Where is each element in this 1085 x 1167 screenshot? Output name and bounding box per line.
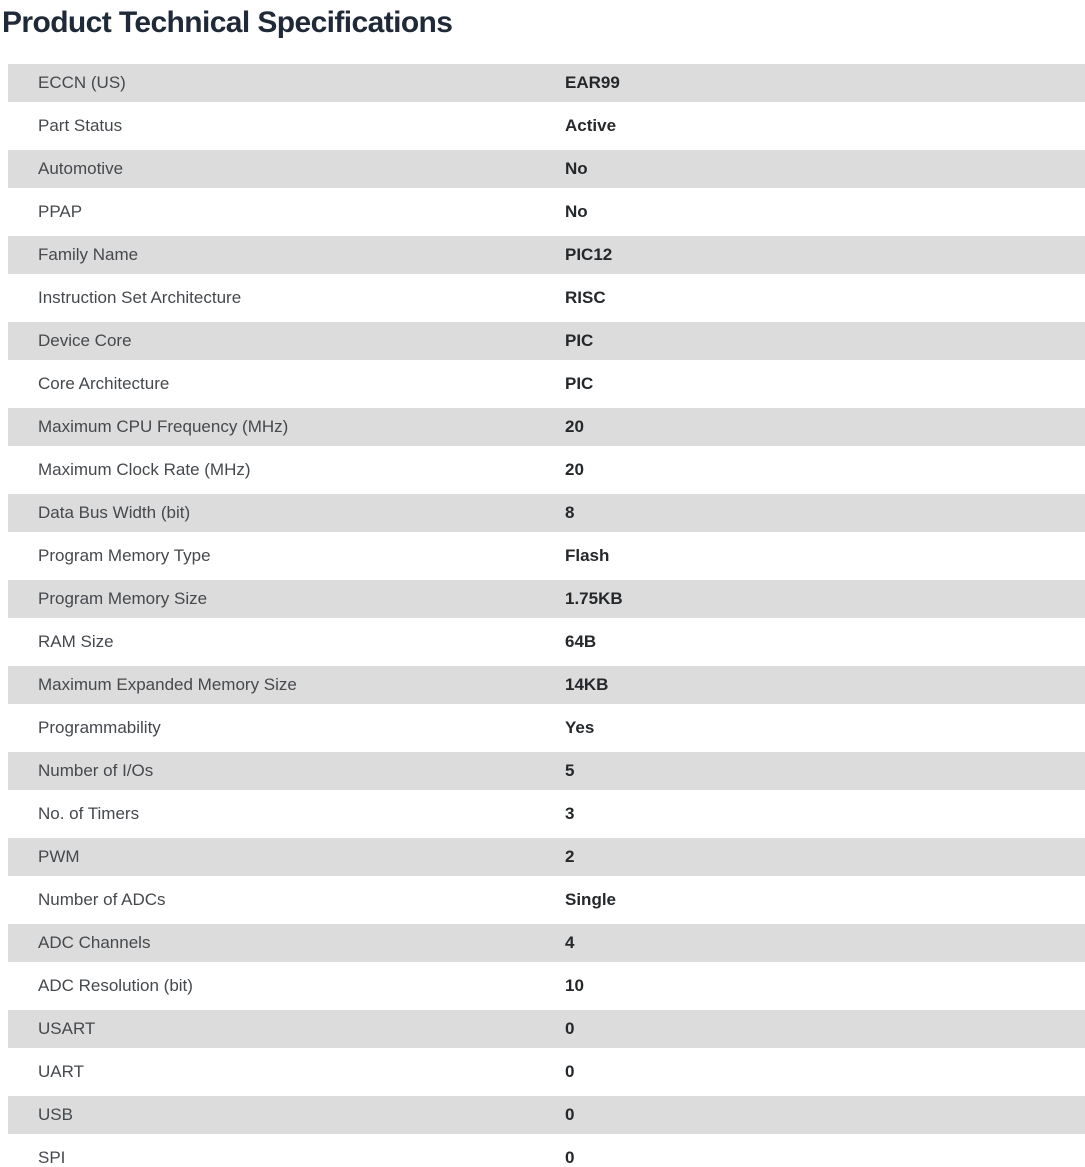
spec-value: 20 xyxy=(565,417,584,436)
spec-row xyxy=(8,1010,1085,1048)
spec-row xyxy=(8,494,1085,532)
spec-table xyxy=(8,64,1085,1167)
spec-label: No. of Timers xyxy=(38,804,140,823)
spec-value: 10 xyxy=(565,976,584,995)
spec-row xyxy=(8,924,1085,962)
spec-row xyxy=(8,623,1085,661)
spec-label: Automotive xyxy=(38,159,124,178)
spec-row xyxy=(8,1139,1085,1167)
spec-value: Active xyxy=(565,116,617,135)
spec-label: Programmability xyxy=(38,718,161,737)
spec-row xyxy=(8,967,1085,1005)
spec-label: SPI xyxy=(38,1148,66,1167)
spec-label: Maximum CPU Frequency (MHz) xyxy=(38,417,289,436)
spec-label: Device Core xyxy=(38,331,132,350)
spec-value: 0 xyxy=(565,1148,575,1167)
spec-label: Maximum Clock Rate (MHz) xyxy=(38,460,251,479)
spec-row xyxy=(8,1096,1085,1134)
spec-label: PPAP xyxy=(38,202,83,221)
spec-row xyxy=(8,365,1085,403)
spec-value: 5 xyxy=(565,761,575,780)
spec-label: ADC Resolution (bit) xyxy=(38,976,193,995)
spec-value: 8 xyxy=(565,503,575,522)
spec-value: PIC12 xyxy=(565,245,613,264)
spec-label: RAM Size xyxy=(38,632,114,651)
spec-row xyxy=(8,236,1085,274)
spec-label: Data Bus Width (bit) xyxy=(38,503,191,522)
spec-value: PIC xyxy=(565,374,594,393)
spec-label: Number of ADCs xyxy=(38,890,166,909)
spec-row xyxy=(8,150,1085,188)
page-title: Product Technical Specifications xyxy=(2,6,453,39)
spec-row xyxy=(8,64,1085,102)
spec-value: 64B xyxy=(565,632,597,651)
spec-row xyxy=(8,752,1085,790)
spec-label: Program Memory Type xyxy=(38,546,211,565)
spec-label: Family Name xyxy=(38,245,139,264)
spec-value: 2 xyxy=(565,847,575,866)
spec-row xyxy=(8,537,1085,575)
spec-row xyxy=(8,193,1085,231)
spec-row xyxy=(8,580,1085,618)
spec-value: 3 xyxy=(565,804,575,823)
spec-label: Instruction Set Architecture xyxy=(38,288,242,307)
spec-label: ADC Channels xyxy=(38,933,151,952)
spec-value: PIC xyxy=(565,331,594,350)
spec-row xyxy=(8,322,1085,360)
spec-value: RISC xyxy=(565,288,606,307)
spec-value: No xyxy=(565,159,588,178)
spec-label: Number of I/Os xyxy=(38,761,154,780)
spec-row xyxy=(8,838,1085,876)
spec-row xyxy=(8,881,1085,919)
spec-value: Yes xyxy=(565,718,595,737)
spec-row xyxy=(8,666,1085,704)
spec-label: Part Status xyxy=(38,116,123,135)
spec-row xyxy=(8,451,1085,489)
spec-row xyxy=(8,1053,1085,1091)
spec-value: 0 xyxy=(565,1105,575,1124)
spec-value: 0 xyxy=(565,1062,575,1081)
spec-value: 1.75KB xyxy=(565,589,623,608)
spec-label: Core Architecture xyxy=(38,374,170,393)
spec-value: 4 xyxy=(565,933,575,952)
spec-value: Flash xyxy=(565,546,610,565)
spec-label: ECCN (US) xyxy=(38,73,126,92)
spec-value: 14KB xyxy=(565,675,609,694)
spec-label: Maximum Expanded Memory Size xyxy=(38,675,297,694)
spec-label: USART xyxy=(38,1019,96,1038)
spec-label: USB xyxy=(38,1105,73,1124)
spec-value: 20 xyxy=(565,460,584,479)
spec-row xyxy=(8,408,1085,446)
spec-value: No xyxy=(565,202,588,221)
spec-row xyxy=(8,795,1085,833)
spec-value: EAR99 xyxy=(565,73,620,92)
spec-value: Single xyxy=(565,890,617,909)
spec-row xyxy=(8,709,1085,747)
spec-label: PWM xyxy=(38,847,80,866)
spec-row xyxy=(8,107,1085,145)
spec-value: 0 xyxy=(565,1019,575,1038)
spec-label: Program Memory Size xyxy=(38,589,208,608)
spec-label: UART xyxy=(38,1062,84,1081)
spec-row xyxy=(8,279,1085,317)
